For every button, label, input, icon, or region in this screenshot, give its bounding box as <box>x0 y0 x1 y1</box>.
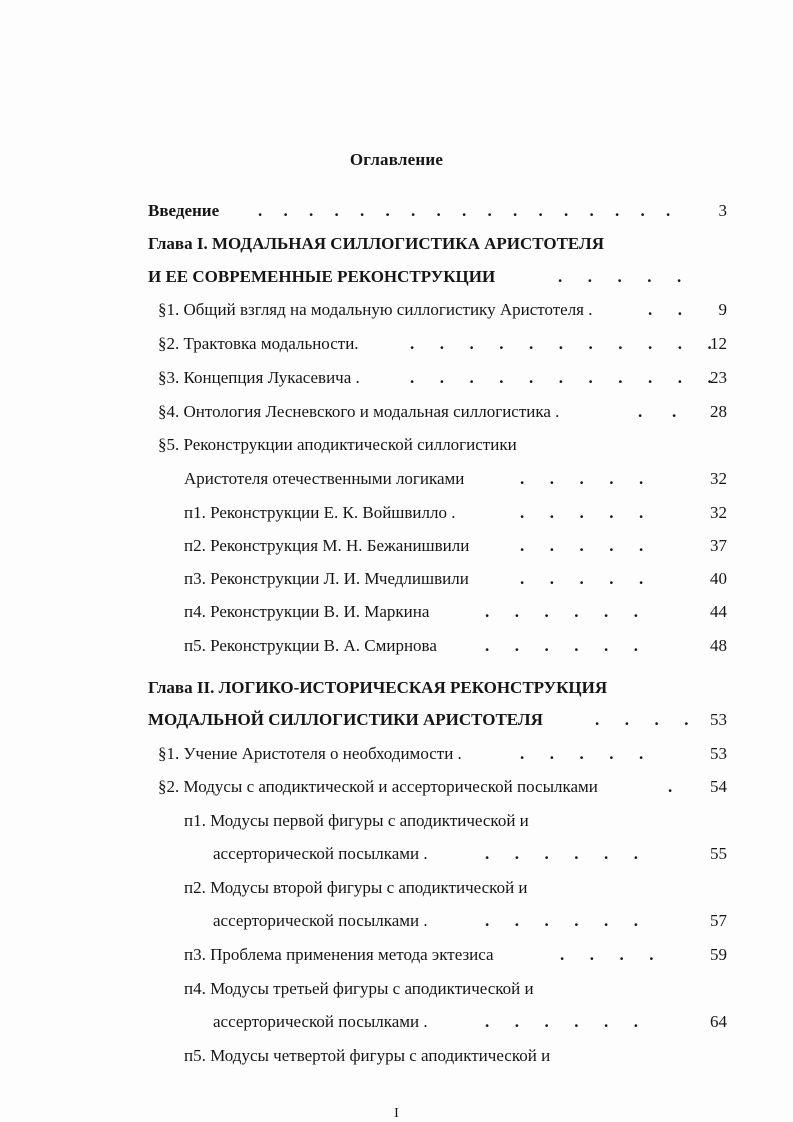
toc-subsection-2-2-3: п3. Проблема применения метода эктезиса <box>184 945 494 964</box>
toc-section-1-5-line2: Аристотеля отечественными логиками <box>184 469 465 488</box>
toc-section-1-3: §3. Концепция Лукасевича . <box>158 368 360 387</box>
toc-subsection-2-2-4-line1: п4. Модусы третьей фигуры с аподиктической и <box>184 979 534 998</box>
toc-page-number: 28 <box>710 402 727 421</box>
page-title: Оглавление <box>349 150 444 169</box>
toc-subsection-2-2-5-line1: п5. Модусы четвертой фигуры с аподиктической и <box>184 1046 551 1065</box>
leader-dots: . . . . <box>560 945 654 964</box>
toc-page-number: 32 <box>710 503 727 522</box>
leader-dots: . . . . . . <box>485 602 638 621</box>
toc-page-number: 37 <box>710 536 727 555</box>
leader-dots: . . . . . <box>520 469 644 488</box>
leader-dots: . . . . . . <box>485 636 638 655</box>
toc-page-number: 23 <box>710 368 727 387</box>
toc-subsection-2-2-4-line2: ассерторической посылками . <box>213 1012 428 1031</box>
toc-subsection-1-5-2: п2. Реконструкция М. Н. Бежанишвили <box>184 536 470 555</box>
toc-subsection-2-2-2-line1: п2. Модусы второй фигуры с аподиктической и <box>184 878 528 897</box>
toc-page-number: 54 <box>710 777 727 796</box>
leader-dots: . . . . . <box>558 267 682 286</box>
page-folio: I <box>394 1106 399 1121</box>
leader-dots: . . . . . <box>520 536 644 555</box>
toc-chapter-2-title-line1: Глава II. ЛОГИКО-ИСТОРИЧЕСКАЯ РЕКОНСТРУКЦИЯ <box>148 678 608 697</box>
toc-page-number: 32 <box>710 469 727 488</box>
toc-page-number: 9 <box>718 300 727 319</box>
leader-dots: . . . . <box>595 710 689 729</box>
toc-subsection-1-5-5: п5. Реконструкции В. А. Смирнова <box>184 636 437 655</box>
toc-page-number: 53 <box>710 710 727 729</box>
leader-dots: . . . . . . <box>485 1012 638 1031</box>
toc-subsection-1-5-4: п4. Реконструкции В. И. Маркина <box>184 602 430 621</box>
toc-page-number: 44 <box>710 602 727 621</box>
toc-page-number: 59 <box>710 945 727 964</box>
leader-dots: . . <box>648 300 682 319</box>
toc-section-1-1: §1. Общий взгляд на модальную силлогистику Аристотеля . <box>158 300 593 319</box>
leader-dots: . . . . . <box>520 503 644 522</box>
toc-subsection-2-2-2-line2: ассерторической посылками . <box>213 911 428 930</box>
toc-page-number: 40 <box>710 569 727 588</box>
toc-chapter-1-title-line2: И ЕЕ СОВРЕМЕННЫЕ РЕКОНСТРУКЦИИ <box>148 267 496 286</box>
toc-page-number: 57 <box>710 911 727 930</box>
toc-page-number: 12 <box>710 334 727 353</box>
leader-dots: . . . . . . . . . . . <box>410 334 712 353</box>
toc-page-number: 3 <box>718 201 727 220</box>
leader-dots: . . . . . . <box>485 844 638 863</box>
toc-page-number: 55 <box>710 844 727 863</box>
toc-chapter-1-title-line1: Глава I. МОДАЛЬНАЯ СИЛЛОГИСТИКА АРИСТОТЕЛЯ <box>148 234 604 253</box>
leader-dots: . . . . . <box>520 569 644 588</box>
toc-section-2-2: §2. Модусы с аподиктической и ассерторической посылками <box>158 777 598 796</box>
toc-page-number: 53 <box>710 744 727 763</box>
toc-section-2-1: §1. Учение Аристотеля о необходимости . <box>158 744 462 763</box>
leader-dots: . <box>668 777 673 796</box>
toc-section-1-4: §4. Онтология Лесневского и модальная силлогистика . <box>158 402 560 421</box>
leader-dots: . . . . . . . . . . . . . . . . . <box>258 201 671 220</box>
toc-subsection-1-5-1: п1. Реконструкции Е. К. Войшвилло . <box>184 503 456 522</box>
toc-chapter-2-title-line2: МОДАЛЬНОЙ СИЛЛОГИСТИКИ АРИСТОТЕЛЯ <box>148 710 543 729</box>
leader-dots: . . . . . <box>520 744 644 763</box>
leader-dots: . . <box>638 402 677 421</box>
toc-page-number: 48 <box>710 636 727 655</box>
toc-subsection-1-5-3: п3. Реконструкции Л. И. Мчедлишвили <box>184 569 469 588</box>
leader-dots: . . . . . . . . . . . <box>410 368 712 387</box>
toc-entry-introduction: Введение <box>148 201 220 220</box>
toc-section-1-5-line1: §5. Реконструкции аподиктической силлогистики <box>158 435 517 454</box>
leader-dots: . . . . . . <box>485 911 638 930</box>
toc-page-number: 64 <box>710 1012 727 1031</box>
toc-section-1-2: §2. Трактовка модальности. <box>158 334 359 353</box>
toc-subsection-2-2-1-line2: ассерторической посылками . <box>213 844 428 863</box>
toc-subsection-2-2-1-line1: п1. Модусы первой фигуры с аподиктической и <box>184 811 529 830</box>
